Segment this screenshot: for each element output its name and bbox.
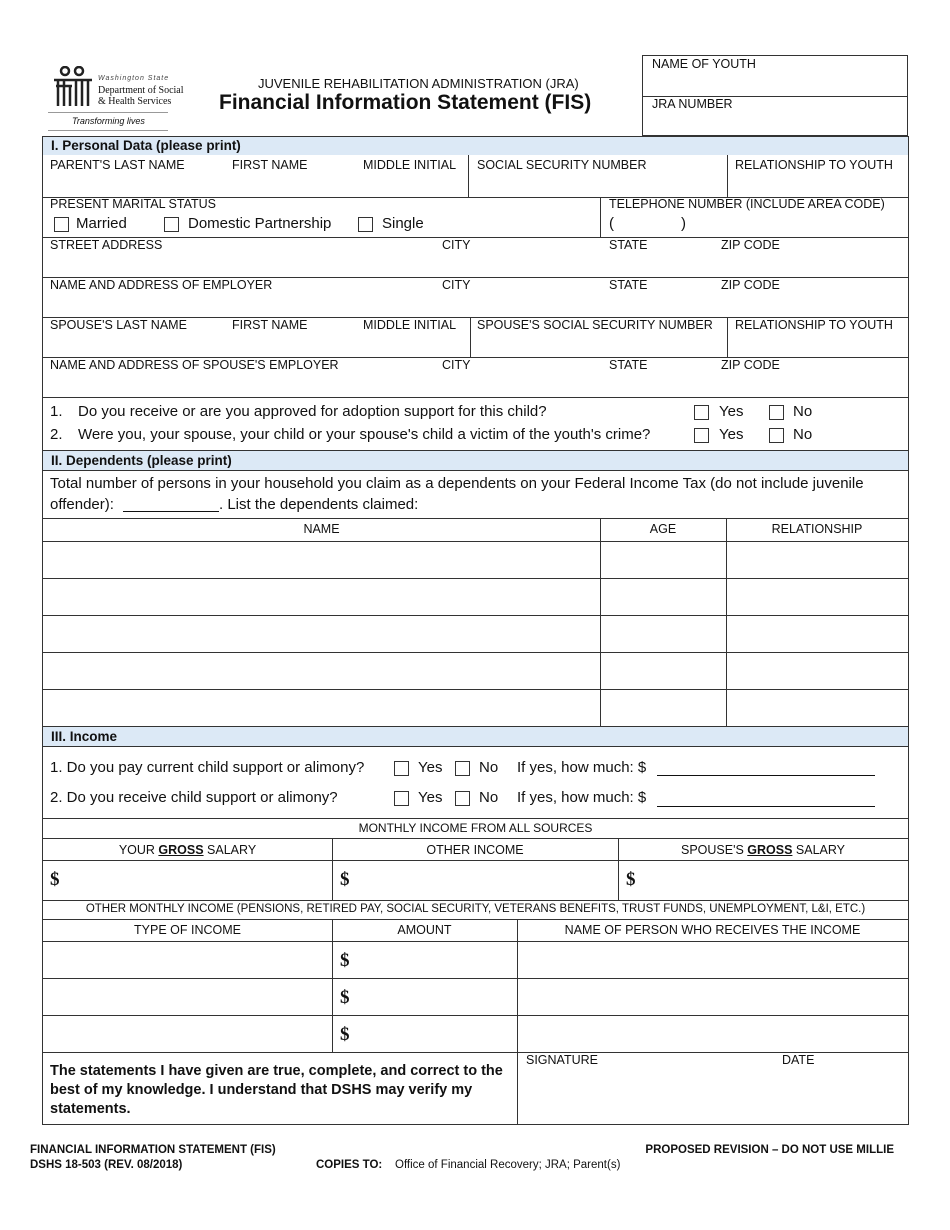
dependents-list-text: . List the dependents claimed: (219, 496, 419, 513)
pay-no-checkbox[interactable] (455, 761, 470, 776)
logo-state: Washington State (98, 75, 170, 82)
footer-notice: PROPOSED REVISION – DO NOT USE MILLIE (645, 1144, 894, 1156)
single-label: Single (382, 215, 424, 232)
amount-field[interactable]: $ (340, 1024, 350, 1045)
pay-yes-checkbox[interactable] (394, 761, 409, 776)
parent-last-name-field[interactable]: PARENT'S LAST NAME (50, 158, 185, 172)
married-checkbox[interactable] (54, 217, 69, 232)
employer-field[interactable]: NAME AND ADDRESS OF EMPLOYER (50, 278, 273, 292)
salary-suffix: SALARY (203, 843, 257, 857)
col-name: NAME (303, 522, 340, 536)
area-code-close: ) (681, 215, 686, 232)
col-relationship: RELATIONSHIP (771, 522, 863, 536)
receive-amount-field[interactable] (657, 806, 875, 807)
receive-yes-label: Yes (418, 789, 443, 806)
spouse-middle-initial-field[interactable]: MIDDLE INITIAL (363, 318, 457, 332)
logo-dept2: & Health Services (98, 96, 172, 107)
pay-no-label: No (479, 759, 499, 776)
street-address-field[interactable]: STREET ADDRESS (50, 238, 163, 252)
signature-field[interactable]: SIGNATURE (526, 1053, 598, 1067)
spouse-prefix: SPOUSE'S (680, 843, 748, 857)
certification-statement: The statements I have given are true, complete, and correct to the best of my knowledge. I understand that DSHS may verify my statements. (50, 1063, 503, 1117)
jra-number-field[interactable]: JRA NUMBER (652, 97, 733, 111)
dependents-instructions: Total number of persons in your household you claim as a dependents on your Federal Income Tax (do not include juvenile (50, 475, 864, 492)
dependent-row[interactable] (43, 652, 908, 653)
col-amount: AMOUNT (397, 923, 452, 937)
marital-status-label: PRESENT MARITAL STATUS (50, 197, 216, 211)
spouse-gross-salary-header (618, 843, 908, 857)
pay-yes-label: Yes (418, 759, 443, 776)
receive-support-question: 2. Do you receive child support or alimony? (50, 789, 338, 806)
form-title: Financial Information Statement (FIS) (219, 91, 592, 114)
footer-copies-label: COPIES TO: (316, 1159, 383, 1171)
logo-dept: Department of Social (98, 85, 184, 96)
name-of-youth-field[interactable]: NAME OF YOUTH (652, 57, 756, 71)
dependent-row[interactable] (43, 689, 908, 690)
footer-form-number: DSHS 18-503 (REV. 08/2018) (30, 1159, 183, 1171)
employer-zip-field[interactable]: ZIP CODE (721, 278, 780, 292)
employer-state-field[interactable]: STATE (609, 278, 648, 292)
spouse-employer-field[interactable]: NAME AND ADDRESS OF SPOUSE'S EMPLOYER (50, 358, 339, 372)
q2-yes-label: Yes (719, 426, 744, 443)
section-personal-data: I. Personal Data (please print) (43, 137, 908, 155)
section-dependents: II. Dependents (please print) (43, 451, 908, 470)
city-field[interactable]: CITY (442, 238, 471, 252)
q1-yes-checkbox[interactable] (694, 405, 709, 420)
your-prefix: YOUR (118, 843, 159, 857)
your-gross-salary-header (43, 843, 332, 857)
col-receiver: NAME OF PERSON WHO RECEIVES THE INCOME (564, 923, 861, 937)
pay-support-question: 1. Do you pay current child support or alimony? (50, 759, 365, 776)
spouse-employer-state-field[interactable]: STATE (609, 358, 648, 372)
first-name-field[interactable]: FIRST NAME (232, 158, 308, 172)
salary-suffix: SALARY (792, 843, 846, 857)
date-field[interactable]: DATE (782, 1053, 815, 1067)
spouse-relationship-field[interactable]: RELATIONSHIP TO YOUTH (735, 318, 893, 332)
q2-no-label: No (793, 426, 813, 443)
q2-no-checkbox[interactable] (769, 428, 784, 443)
domestic-label: Domestic Partnership (188, 215, 332, 232)
telephone-field[interactable]: TELEPHONE NUMBER (INCLUDE AREA CODE) (609, 197, 885, 211)
dependents-count-field[interactable] (123, 511, 219, 512)
amount-field[interactable]: $ (340, 950, 350, 971)
monthly-income-heading: MONTHLY INCOME FROM ALL SOURCES (358, 821, 593, 835)
spouse-ssn-field[interactable]: SPOUSE'S SOCIAL SECURITY NUMBER (477, 318, 713, 332)
receive-no-label: No (479, 789, 499, 806)
spouse-salary-field[interactable]: $ (626, 869, 636, 890)
married-label: Married (76, 215, 127, 232)
spouse-last-name-field[interactable]: SPOUSE'S LAST NAME (50, 318, 187, 332)
spouse-employer-zip-field[interactable]: ZIP CODE (721, 358, 780, 372)
col-type-of-income: TYPE OF INCOME (134, 923, 241, 937)
dependent-row[interactable] (43, 578, 908, 579)
dependents-offender-text: offender): (50, 496, 114, 513)
middle-initial-field[interactable]: MIDDLE INITIAL (363, 158, 457, 172)
domestic-partnership-checkbox[interactable] (164, 217, 179, 232)
receive-no-checkbox[interactable] (455, 791, 470, 806)
receive-how-much-label: If yes, how much: $ (517, 789, 647, 806)
other-income-header: OTHER INCOME (426, 843, 524, 857)
logo-tagline: Transforming lives (72, 116, 145, 126)
family-logo-icon (52, 66, 94, 108)
q1-no-checkbox[interactable] (769, 405, 784, 420)
pay-how-much-label: If yes, how much: $ (517, 759, 647, 776)
employer-city-field[interactable]: CITY (442, 278, 471, 292)
footer-copies: Office of Financial Recovery; JRA; Parent(s) (395, 1159, 621, 1171)
other-income-field[interactable]: $ (340, 869, 350, 890)
area-code-open: ( (609, 215, 614, 232)
relationship-field[interactable]: RELATIONSHIP TO YOUTH (735, 158, 893, 172)
zip-field[interactable]: ZIP CODE (721, 238, 780, 252)
ssn-field[interactable]: SOCIAL SECURITY NUMBER (477, 158, 647, 172)
spouse-first-name-field[interactable]: FIRST NAME (232, 318, 308, 332)
agency-name: JUVENILE REHABILITATION ADMINISTRATION (JRA) (258, 76, 579, 91)
victim-question: Were you, your spouse, your child or your spouse's child a victim of the youth's crime? (78, 426, 651, 443)
gross-emphasis: GROSS (158, 843, 204, 857)
other-monthly-heading: OTHER MONTHLY INCOME (PENSIONS, RETIRED PAY, SOCIAL SECURITY, VETERANS BENEFITS, TRUST FUNDS, UNEMPLOYMENT, L&I, ETC.) (85, 903, 866, 915)
q2-yes-checkbox[interactable] (694, 428, 709, 443)
q1-yes-label: Yes (719, 403, 744, 420)
amount-field[interactable]: $ (340, 987, 350, 1008)
single-checkbox[interactable] (358, 217, 373, 232)
dependent-row[interactable] (43, 615, 908, 616)
gross-emphasis: GROSS (747, 843, 793, 857)
spouse-employer-city-field[interactable]: CITY (442, 358, 471, 372)
footer-form-name: FINANCIAL INFORMATION STATEMENT (FIS) (30, 1144, 276, 1156)
adoption-support-question: Do you receive or are you approved for adoption support for this child? (78, 403, 547, 420)
receive-yes-checkbox[interactable] (394, 791, 409, 806)
pay-amount-field[interactable] (657, 775, 875, 776)
q1-number: 1. (50, 403, 63, 420)
section-income: III. Income (43, 727, 908, 746)
q1-no-label: No (793, 403, 813, 420)
your-salary-field[interactable]: $ (50, 869, 60, 890)
col-age: AGE (649, 522, 677, 536)
q2-number: 2. (50, 426, 63, 443)
state-field[interactable]: STATE (609, 238, 648, 252)
